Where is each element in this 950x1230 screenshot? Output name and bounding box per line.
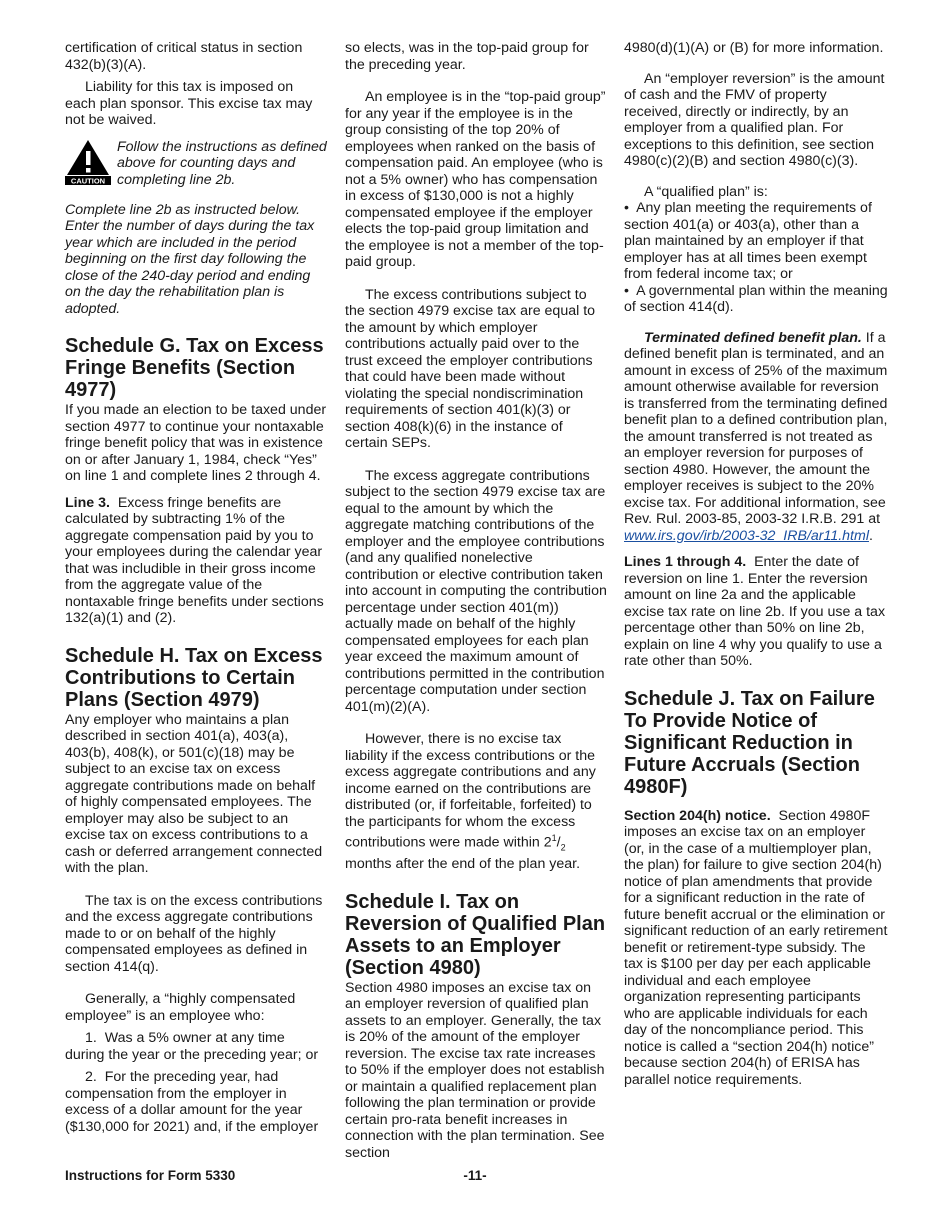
terminated-plan-label: Terminated defined benefit plan. bbox=[644, 329, 862, 346]
fraction-numerator: 1 bbox=[551, 833, 557, 843]
paragraph: so elects, was in the top-paid group for the preceding year. bbox=[345, 40, 589, 73]
text: Enter the date of reversion on line 1. Enter the reversion amount on line 2a and the applicable excise tax rate on line 2b. If you use a tax percentage other than 50% on line 2b, explain on line 4 why you qualify to use a rate other than 50%. bbox=[624, 554, 886, 669]
paragraph: The excess aggregate contributions subject to the section 4979 excise tax are equal to the amount by which the aggregate matching contributions of the employer and the employee contributions (and any qualified nonelective contribution or elective contribution taken into account in computing the contribution percentage under section 401(m)) actually made on behalf of the highly compensated employees for each plan year exceed the maximum amount of contributions permitted in the contribution percentage computation under section 401(m)(2)(A). bbox=[345, 467, 607, 715]
paragraph: A “qualified plan” is: bbox=[644, 183, 768, 200]
footer-form-title: Instructions for Form 5330 bbox=[65, 1168, 236, 1183]
bullet-text: A governmental plan within the meaning of section 414(d). bbox=[624, 282, 888, 315]
paragraph: The tax is on the excess contributions and the excess aggregate contributions made to or on behalf of the highly compensated employees as defined in section 414(q). bbox=[65, 892, 323, 975]
text: Section 4980F imposes an excise tax on an employer (or, in the case of a multiemployer plan, the plan) for failure to give section 204(h) notice of plan amendments that provide for a significant reduction in the rate of future benefit accrual or the elimination or significant reduction of an early retirement benefit or retirement-type subsidy. The tax is $100 per day per each applicable individual and each employee organization representing participants who are applicable individuals for each day of the noncompliance period. This notice is called a “section 204(h) notice” because section 204(h) of ERISA has parallel notice requirements. bbox=[624, 807, 888, 1088]
paragraph: An “employer reversion” is the amount of cash and the FMV of property received, directly or indirectly, by an employer from a qualified plan. For exceptions to this definition, see section 4980(c)(2)(B) and section 4980(c)(3). bbox=[624, 70, 885, 169]
paragraph: Section 4980 imposes an excise tax on an employer reversion of qualified plan assets to an employer. Generally, the tax is 20% of the amount of the employer reversion. The excise tax rate increases to 50% if the employer does not establish or maintain a qualified replacement plan following the plan termination or provide certain pro-rata benefit increases in connection with the plan termination. See section bbox=[345, 979, 605, 1161]
column-2 bbox=[345, 40, 607, 1161]
list-item: 2. For the preceding year, had compensation from the employer in excess of a dollar amount for the year ($130,000 for 2021) and, if the employer bbox=[65, 1069, 319, 1135]
heading-schedule-j: Schedule J. Tax on Failure To Provide Notice of Significant Reduction in Future Accruals (Section 4980F) bbox=[624, 687, 875, 798]
paragraph: Liability for this tax is imposed on each plan sponsor. This excise tax may not be waived. bbox=[65, 79, 313, 128]
paragraph: An employee is in the “top-paid group” for any year if the employee is in the group consisting of the top 20% of employees when ranked on the basis of compensation paid. An employee (who is not a 5% owner) who has compensation in excess of $130,000 is not a highly compensated employee if the employer elects the top-paid group limitation and the employee is not a member of the top-paid group. bbox=[345, 89, 606, 270]
paragraph: Any employer who maintains a plan described in section 401(a), 403(a), 403(b), 408(k), or 501(c)(18) may be subject to an excise tax on excess aggregate contributions made on behalf of highly compensated employees. The employer may also be subject to an excise tax on excess contributions to a cash or deferred arrangement connected with the plan. bbox=[65, 711, 323, 876]
paragraph: certification of critical status in section 432(b)(3)(A). bbox=[65, 40, 303, 73]
text: If a defined benefit plan is terminated, and an amount in excess of 25% of the maximum amount otherwise available for reversion is transferred from the terminating defined benefit plan to a defined contribution plan, the amount transferred is not treated as an employer reversion for purposes of section 4980. However, the amount the employer receives is subject to the 20% excise tax. For additional information, see Rev. Rul. 2003-85, 2003-32 I.R.B. 291 at bbox=[624, 329, 888, 527]
list-item: 1. Was a 5% owner at any time during the year or the preceding year; or bbox=[65, 1030, 319, 1063]
column-1 bbox=[65, 40, 327, 1135]
paragraph: If you made an election to be taxed under section 4977 to continue your nontaxable fringe benefit policy that was in existence on or after January 1, 1984, check “Yes” on line 1 and complete lines 2 through 4. bbox=[65, 402, 327, 484]
paragraph-terminated-plan bbox=[624, 330, 888, 545]
bullet-item: • Any plan meeting the requirements of section 401(a) or 403(a), other than a plan maintained by an employer if that employer has at all times been exempt from federal income tax; or bbox=[624, 200, 872, 282]
caution-note bbox=[65, 139, 327, 190]
caution-icon bbox=[65, 139, 111, 190]
paragraph: Generally, a “highly compensated employee” is an employee who: bbox=[65, 991, 296, 1024]
paragraph: Complete line 2b as instructed below. Enter the number of days during the tax year which are included in the period beginning on the first day following the close of the 240-day period and ending on the day the rehabilitation plan is adopted. bbox=[65, 201, 315, 317]
bullet-text: Any plan meeting the requirements of section 401(a) or 403(a), other than a plan maintained by an employer if that employer has at all times been exempt from federal income tax; or bbox=[624, 200, 872, 282]
heading-schedule-i: Schedule I. Tax on Reversion of Qualified Plan Assets to an Employer (Section 4980) bbox=[345, 890, 606, 979]
page-number: -11- bbox=[463, 1168, 487, 1183]
paragraph-204h bbox=[624, 808, 888, 1089]
paragraph: 4980(d)(1)(A) or (B) for more information. bbox=[624, 40, 884, 56]
lines-label: Lines 1 through 4. bbox=[624, 554, 747, 570]
column-3 bbox=[624, 40, 888, 1088]
line-3-label: Line 3. bbox=[65, 494, 110, 511]
fraction-denominator: 2 bbox=[560, 842, 566, 853]
section-204h-label: Section 204(h) notice. bbox=[624, 807, 771, 824]
irs-link[interactable]: www.irs.gov/irb/2003-32_IRB/ar11.html bbox=[624, 527, 869, 544]
text: However, there is no excise tax liability if the excess contributions or the excess aggregate contributions and any income earned on the contributions are distributed (or, if forfeitable, forfeited) to the participants for whom the excess contributions were made within 2 bbox=[345, 731, 596, 851]
paragraph-line-3 bbox=[65, 495, 327, 627]
text: months after the end of the plan year. bbox=[345, 856, 581, 873]
line-3-text: Excess fringe benefits are calculated by subtracting 1% of the aggregate compensation paid by you to your employees during the calendar year that was includible in their gross income from the aggregate value of the nontaxable fringe benefits under sections 132(a)(1) and (2). bbox=[65, 494, 324, 626]
caution-label: CAUTION bbox=[70, 176, 106, 185]
heading-schedule-h: Schedule H. Tax on Excess Contributions to Certain Plans (Section 4979) bbox=[65, 644, 323, 711]
heading-schedule-g: Schedule G. Tax on Excess Fringe Benefits (Section 4977) bbox=[65, 335, 324, 401]
paragraph: However, there is no excise tax liability if the excess contributions or the excess aggregate contributions and any income earned on the contributions are distributed (or, if forfeitable, forfeited) to the participants for whom the excess contributions were made within $2^1/_2$ months after the end of the plan year. bbox=[345, 731, 596, 873]
paragraph-lines-1-4 bbox=[624, 554, 888, 670]
bullet-item: • A governmental plan within the meaning of section 414(d). bbox=[624, 282, 888, 315]
paragraph: The excess contributions subject to the section 4979 excise tax are equal to the amount by which employer contributions actually paid over to the trust exceed the employer contributions that could have been made without violating the special nondiscrimination requirements of section 401(k)(3) or section 408(k)(6) in the instance of certain SEPs. bbox=[345, 286, 596, 451]
text: . bbox=[868, 527, 873, 544]
caution-text: Follow the instructions as defined above for counting days and completing line 2b. bbox=[117, 138, 327, 188]
